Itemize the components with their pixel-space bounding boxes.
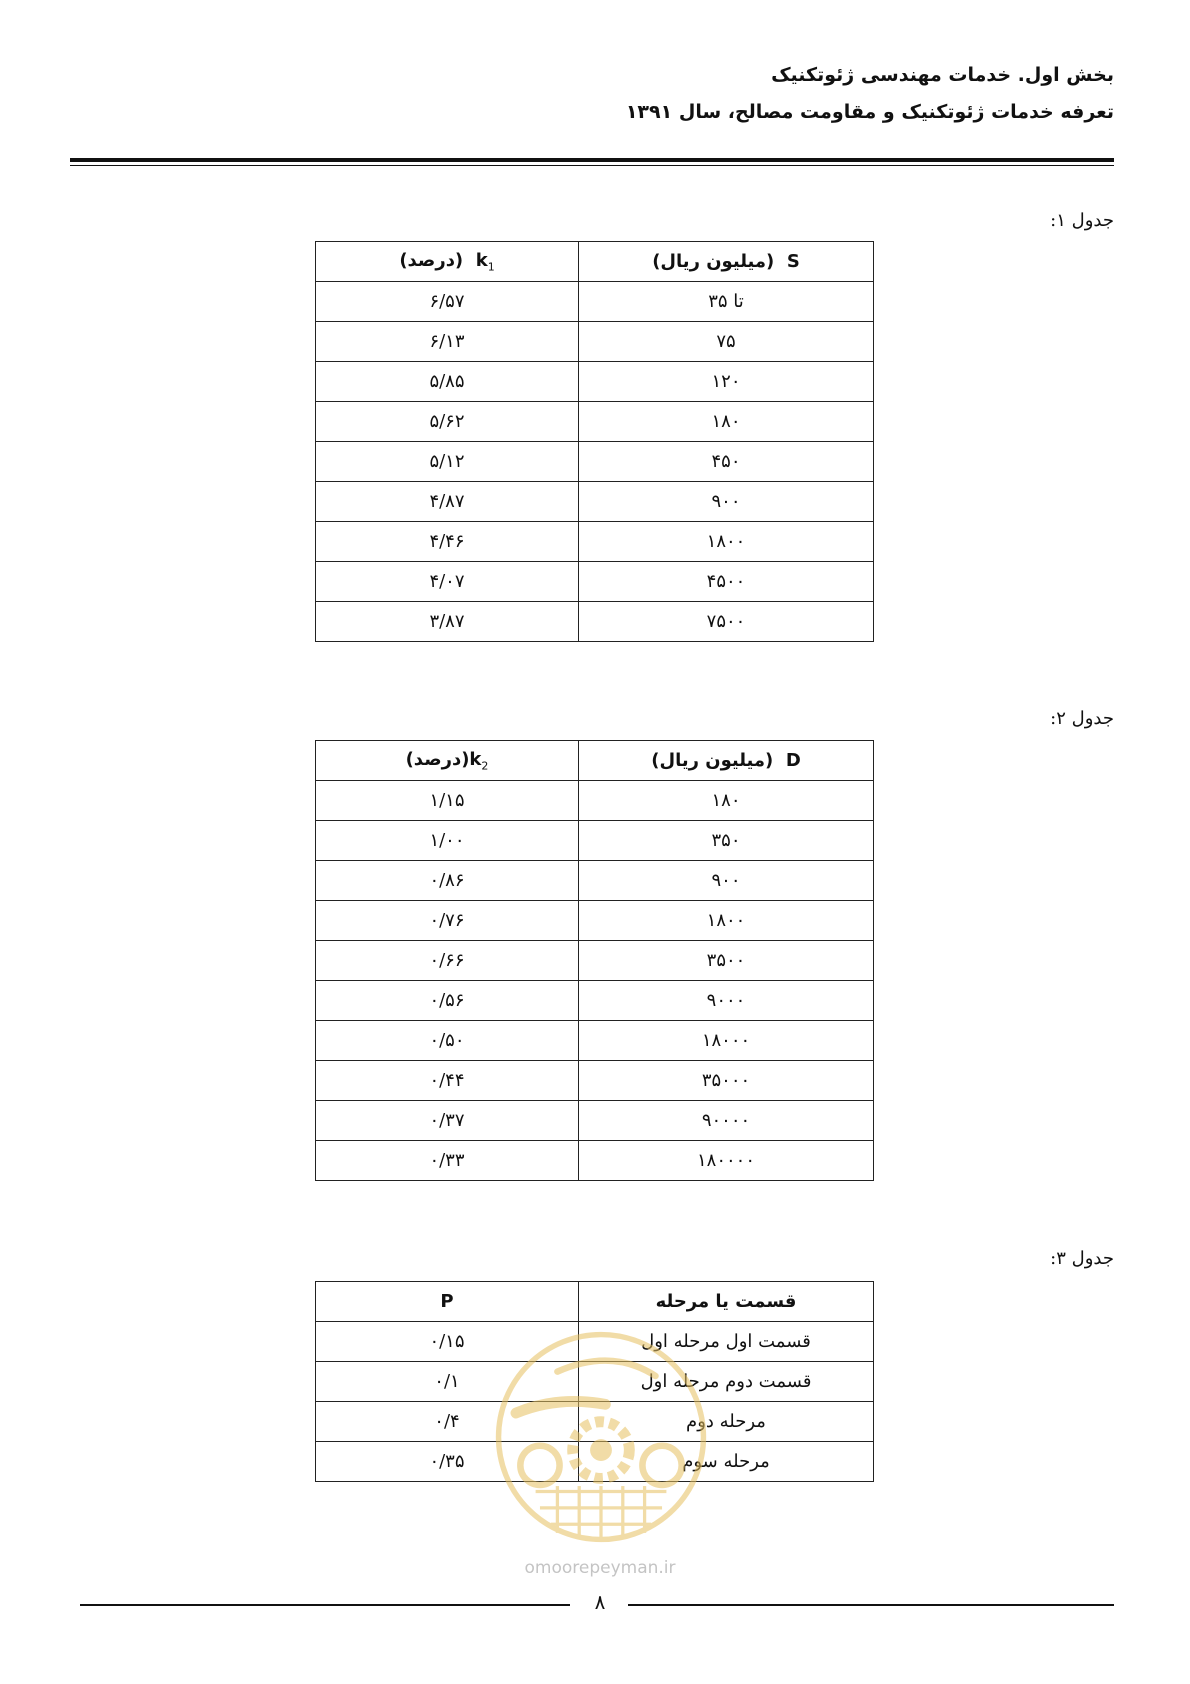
footer-rule-left xyxy=(80,1604,570,1606)
table2-body xyxy=(316,781,874,1181)
table2-cell-d: ۹۰۰۰۰ xyxy=(579,1101,874,1141)
table3-row xyxy=(316,1322,874,1362)
table1-body xyxy=(316,282,874,642)
table3-cell-stage: قسمت اول مرحله اول xyxy=(579,1322,874,1362)
table1-row xyxy=(316,362,874,402)
table3-cell-p: ۰/۱ xyxy=(316,1362,579,1402)
table2-cell-d: ۱۸۰۰ xyxy=(579,901,874,941)
table1-header-s xyxy=(579,242,874,282)
table1-cell-s: ۱۸۰۰ xyxy=(579,522,874,562)
table1-header-k1 xyxy=(316,242,579,282)
table1-cell-k: ۴/۴۶ xyxy=(316,522,579,562)
table2-cell-k: ۰/۶۶ xyxy=(316,941,579,981)
symbol-d: D xyxy=(785,750,801,771)
table2-cell-d: ۱۸۰۰۰ xyxy=(579,1021,874,1061)
document-title: تعرفه خدمات ژئوتکنیک و مقاومت مصالح، سال ۱۳۹۱ xyxy=(625,101,1114,123)
table3-cell-stage: قسمت دوم مرحله اول xyxy=(579,1362,874,1402)
table2 xyxy=(315,740,874,1181)
table1-cell-k: ۵/۱۲ xyxy=(316,442,579,482)
table2-cell-d: ۳۵۰۰۰ xyxy=(579,1061,874,1101)
symbol-k2: $k_2$ xyxy=(469,748,489,773)
table1-row xyxy=(316,282,874,322)
table3-cell-p: ۰/۳۵ xyxy=(316,1442,579,1482)
table1-cell-k: ۴/۸۷ xyxy=(316,482,579,522)
table2-cell-d: ۱۸۰۰۰۰ xyxy=(579,1141,874,1181)
table3-header-stage: قسمت یا مرحله xyxy=(579,1282,874,1322)
unit-label: (درصد) xyxy=(405,748,470,770)
table1-cell-s: ۷۵۰۰ xyxy=(579,602,874,642)
table2-cell-k: ۰/۳۷ xyxy=(316,1101,579,1141)
table2-row xyxy=(316,1061,874,1101)
table2-cell-k: ۰/۳۳ xyxy=(316,1141,579,1181)
table2-cell-k: ۰/۸۶ xyxy=(316,861,579,901)
section-title: بخش اول. خدمات مهندسی ژئوتکنیک xyxy=(771,64,1114,86)
table2-header-k2 xyxy=(316,741,579,781)
table2-cell-k: ۰/۷۶ xyxy=(316,901,579,941)
table1-cell-k: ۵/۶۲ xyxy=(316,402,579,442)
table1-header-row xyxy=(316,242,874,282)
table3 xyxy=(315,1281,874,1482)
table2-row xyxy=(316,861,874,901)
table3-cell-p: ۰/۴ xyxy=(316,1402,579,1442)
table1-row xyxy=(316,442,874,482)
table3-cell-stage: مرحله سوم xyxy=(579,1442,874,1482)
table3-header-row xyxy=(316,1282,874,1322)
symbol-k1: $k_1$ xyxy=(475,249,495,274)
header-rule-thin xyxy=(70,165,1114,166)
symbol-s: S xyxy=(786,251,800,272)
table3-row xyxy=(316,1362,874,1402)
table1-cell-s: ۷۵ xyxy=(579,322,874,362)
page-header xyxy=(626,58,1114,132)
table1-cell-s: ۱۸۰ xyxy=(579,402,874,442)
table1-cell-k: ۳/۸۷ xyxy=(316,602,579,642)
table3-cell-stage: مرحله دوم xyxy=(579,1402,874,1442)
table2-cell-k: ۰/۵۰ xyxy=(316,1021,579,1061)
table2-cell-k: ۰/۵۶ xyxy=(316,981,579,1021)
table2-row xyxy=(316,1101,874,1141)
table2-cell-d: ۹۰۰ xyxy=(579,861,874,901)
table2-cell-d: ۹۰۰۰ xyxy=(579,981,874,1021)
table2-cell-d: ۳۵۰۰ xyxy=(579,941,874,981)
table3-row xyxy=(316,1402,874,1442)
watermark-site: omoorepeyman.ir xyxy=(524,1558,676,1578)
table3-caption: جدول ۳: xyxy=(1050,1248,1114,1269)
table2-header-d xyxy=(579,741,874,781)
table2-cell-d: ۱۸۰ xyxy=(579,781,874,821)
table1-row xyxy=(316,522,874,562)
table2-row xyxy=(316,941,874,981)
table2-row xyxy=(316,981,874,1021)
table1-cell-k: ۶/۱۳ xyxy=(316,322,579,362)
table3-cell-p: ۰/۱۵ xyxy=(316,1322,579,1362)
table1-cell-k: ۶/۵۷ xyxy=(316,282,579,322)
table2-row xyxy=(316,901,874,941)
table1-cell-s: ۴۵۰ xyxy=(579,442,874,482)
table1-row xyxy=(316,322,874,362)
table2-row xyxy=(316,781,874,821)
table2-row xyxy=(316,1141,874,1181)
table2-caption: جدول ۲: xyxy=(1050,708,1114,729)
table2-cell-d: ۳۵۰ xyxy=(579,821,874,861)
header-rule-thick xyxy=(70,158,1114,162)
table1-cell-s: تا ۳۵ xyxy=(579,282,874,322)
table2-row xyxy=(316,1021,874,1061)
page-number: ۸ xyxy=(594,1590,606,1614)
table2-row xyxy=(316,821,874,861)
table3-header-p: P xyxy=(316,1282,579,1322)
table1-caption: جدول ۱: xyxy=(1050,210,1114,231)
unit-label: (میلیون ریال) xyxy=(651,750,774,771)
table1-row xyxy=(316,482,874,522)
table1-row xyxy=(316,562,874,602)
table1-cell-s: ۱۲۰ xyxy=(579,362,874,402)
table1-cell-s: ۹۰۰ xyxy=(579,482,874,522)
table3-row xyxy=(316,1442,874,1482)
table1 xyxy=(315,241,874,642)
unit-label: (درصد) xyxy=(399,249,464,271)
table1-cell-k: ۵/۸۵ xyxy=(316,362,579,402)
table2-cell-k: ۱/۰۰ xyxy=(316,821,579,861)
table3-body xyxy=(316,1322,874,1482)
table2-cell-k: ۰/۴۴ xyxy=(316,1061,579,1101)
table2-header-row xyxy=(316,741,874,781)
unit-label: (میلیون ریال) xyxy=(652,251,775,272)
table1-cell-s: ۴۵۰۰ xyxy=(579,562,874,602)
footer-rule-right xyxy=(628,1604,1114,1606)
table1-row xyxy=(316,402,874,442)
table2-cell-k: ۱/۱۵ xyxy=(316,781,579,821)
table1-row xyxy=(316,602,874,642)
table1-cell-k: ۴/۰۷ xyxy=(316,562,579,602)
